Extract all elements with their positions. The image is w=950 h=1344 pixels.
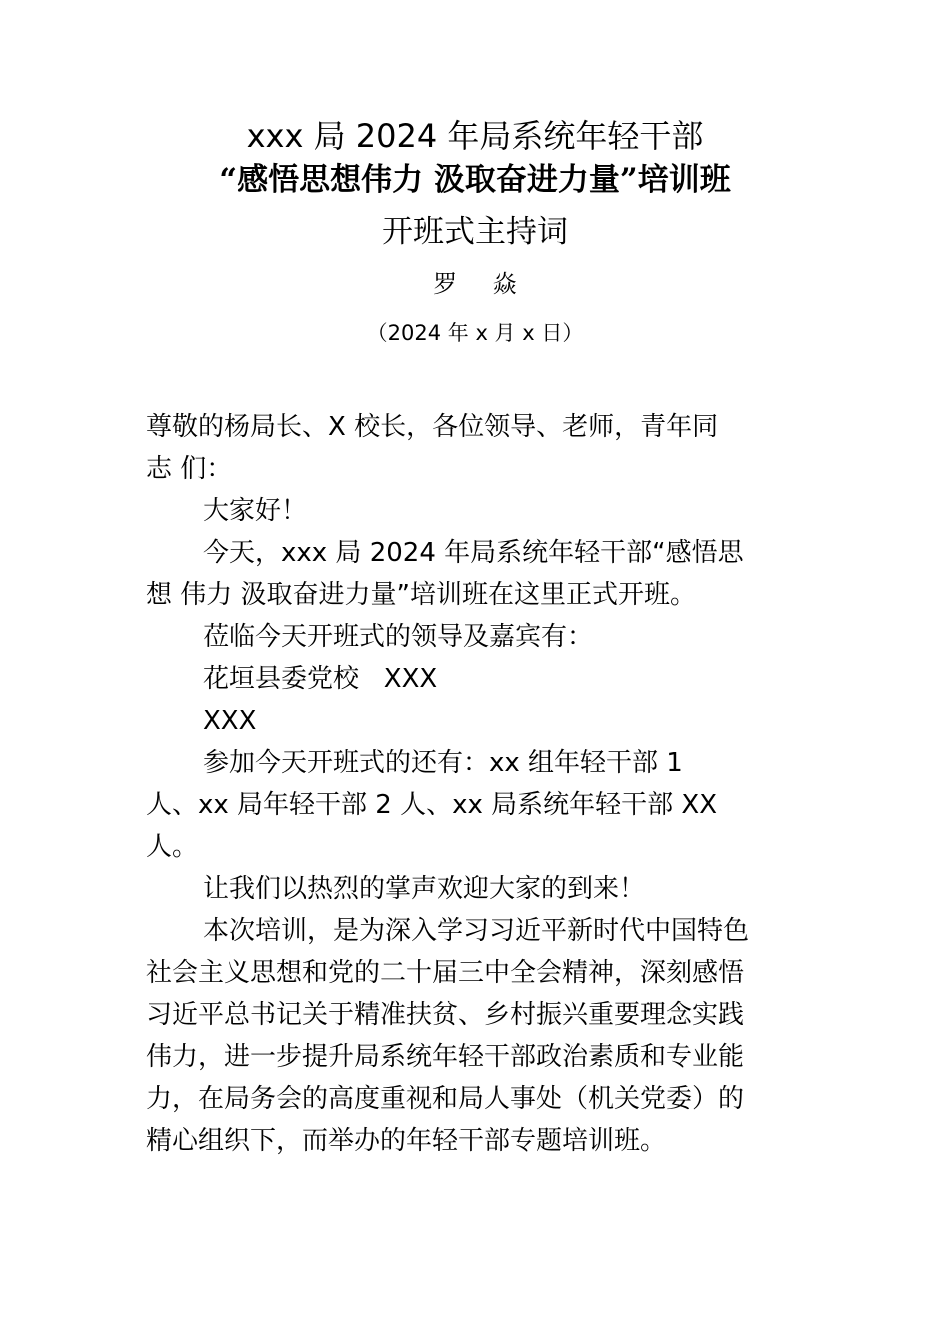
guest-paragraph-2: [146, 700, 812, 742]
welcome-line: 让我们以热烈的掌声欢迎大家的到来！: [203, 874, 646, 904]
title-line-3: 开班式主持词: [382, 214, 568, 250]
intro-line-2: 想 伟力 汲取奋进力量”培训班在这里正式开班。: [146, 580, 696, 610]
guest-line-2: XXX: [203, 706, 257, 736]
author-name: 罗 焱: [433, 270, 531, 298]
purpose-line-1: 本次培训，是为深入学习习近平新时代中国特色: [203, 916, 750, 946]
salutation-line-2: 志 们：: [146, 454, 233, 484]
purpose-line-3: 习近平总书记关于精准扶贫、乡村振兴重要理念实践: [146, 1000, 745, 1030]
purpose-line-4: 伟力，进一步提升局系统年轻干部政治素质和专业能: [146, 1042, 745, 1072]
welcome-paragraph: [146, 868, 812, 910]
purpose-line-2: 社会主义思想和党的二十届三中全会精神，深刻感悟: [146, 958, 745, 988]
guest-paragraph-1: [146, 658, 812, 700]
purpose-paragraph: [146, 910, 812, 1162]
salutation-paragraph: [146, 406, 812, 490]
greeting-paragraph: [146, 490, 812, 532]
guests-intro-paragraph: [146, 616, 812, 658]
attendees-paragraph: [146, 742, 812, 868]
purpose-line-6: 精心组织下，而举办的年轻干部专题培训班。: [146, 1126, 667, 1156]
purpose-line-5: 力，在局务会的高度重视和局人事处（机关党委）的: [146, 1084, 745, 1114]
intro-paragraph: [146, 532, 812, 616]
greeting-line: 大家好！: [203, 496, 308, 526]
document-body: [146, 406, 812, 1162]
title-line-2: “感悟思想伟力 汲取奋进力量”培训班: [219, 162, 731, 198]
intro-line-1: 今天，xxx 局 2024 年局系统年轻干部“感悟思: [203, 538, 744, 568]
guest-line-1: 花垣县委党校 XXX: [203, 664, 438, 694]
attendees-line-2: 人、xx 局年轻干部 2 人、xx 局系统年轻干部 XX: [146, 790, 718, 820]
attendees-line-1: 参加今天开班式的还有：xx 组年轻干部 1: [203, 748, 683, 778]
attendees-line-3: 人。: [146, 832, 199, 862]
guests-intro-line: 莅临今天开班式的领导及嘉宾有：: [203, 622, 594, 652]
document-date: （2024 年 x 月 x 日）: [366, 321, 584, 345]
salutation-line-1: 尊敬的杨局长、X 校长，各位领导、老师，青年同: [146, 412, 719, 442]
title-line-1: xxx 局 2024 年局系统年轻干部: [246, 117, 704, 155]
